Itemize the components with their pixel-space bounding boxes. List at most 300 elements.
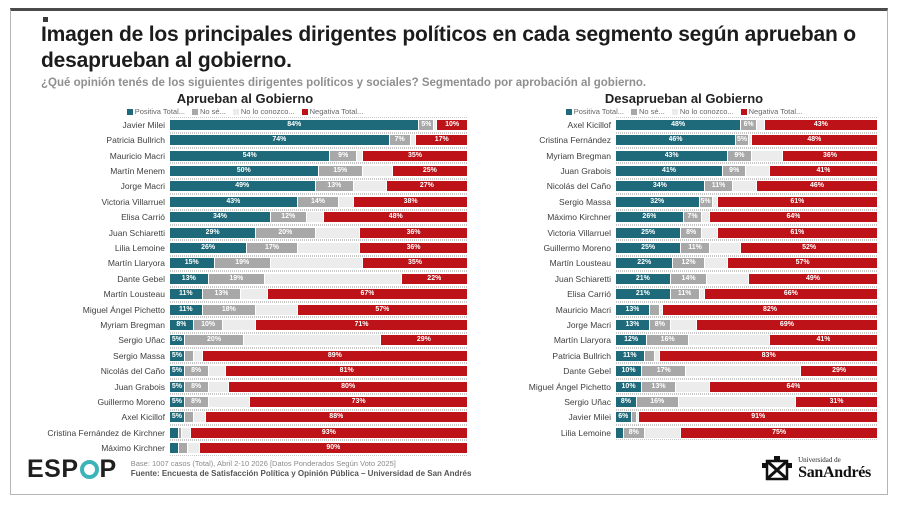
bar-segment-positive — [170, 335, 185, 345]
bar-track — [616, 148, 877, 163]
bar-segment-no-conozco — [265, 274, 402, 284]
bar-value-label: 38% — [403, 197, 418, 205]
bar-value-label: 5% — [171, 367, 182, 375]
bar-segment-no-se — [185, 382, 209, 392]
bar-value-label: 19% — [235, 259, 250, 267]
bar-track — [616, 133, 877, 148]
bar-segment-positive — [170, 197, 298, 207]
bar-segment-positive — [616, 151, 728, 161]
bar-track — [170, 194, 467, 209]
bar-segment-negative — [718, 228, 877, 238]
bar-value-label: 16% — [650, 397, 665, 405]
legend-swatch-icon — [302, 109, 308, 115]
bar-value-label: 11% — [711, 182, 726, 190]
bar-value-label: 91% — [751, 413, 766, 421]
bar-segment-no-se — [215, 258, 271, 268]
bar-value-label: 48% — [807, 136, 822, 144]
politician-label: Máximo Kirchner — [547, 212, 611, 223]
politician-label: Axel Kicillof — [567, 119, 611, 130]
bar-segment-no-se — [419, 120, 434, 130]
bar-segment-negative — [360, 228, 467, 238]
bar-segment-negative — [783, 151, 877, 161]
politician-label: Sergio Uñac — [564, 396, 611, 407]
politician-label: Mauricio Macri — [109, 150, 165, 161]
bar-segment-positive — [170, 212, 271, 222]
bar-segment-positive — [170, 120, 419, 130]
bar-value-label: 5% — [171, 351, 182, 359]
bar-value-label: 20% — [207, 336, 222, 344]
politician-label: Sergio Massa — [559, 196, 611, 207]
bar-value-label: 8% — [620, 397, 631, 405]
bar-segment-negative — [770, 166, 877, 176]
politician-label: Patricia Bullrich — [106, 135, 165, 146]
bar-value-label: 22% — [427, 274, 442, 282]
bar-value-label: 22% — [637, 259, 652, 267]
politician-label: Martín Lousteau — [549, 258, 611, 269]
bar-row — [491, 194, 877, 209]
bar-segment-positive — [616, 397, 637, 407]
bar-track — [616, 333, 877, 348]
politician-label: Dante Gebel — [563, 366, 611, 377]
bar-segment-no-conozco — [194, 412, 206, 422]
bar-value-label: 36% — [406, 244, 421, 252]
bar-row — [491, 256, 877, 271]
politician-label: Martín Llaryora — [107, 258, 165, 269]
bar-track — [170, 394, 467, 409]
bar-segment-no-se — [247, 243, 297, 253]
bar-value-label: 14% — [681, 274, 696, 282]
bar-value-label: 29% — [832, 367, 847, 375]
bar-value-label: 5% — [171, 413, 182, 421]
legend-item — [127, 107, 185, 116]
bar-row — [491, 410, 877, 425]
bar-value-label: 71% — [354, 320, 369, 328]
bar-row — [23, 363, 467, 378]
bar-value-label: 34% — [652, 182, 667, 190]
bar-segment-no-conozco — [689, 335, 770, 345]
bar-value-label: 73% — [351, 397, 366, 405]
bar-value-label: 8% — [686, 228, 697, 236]
bar-value-label: 17% — [264, 244, 279, 252]
politician-label: Nicolás del Caño — [100, 366, 165, 377]
bar-value-label: 29% — [416, 336, 431, 344]
bar-segment-no-conozco — [671, 320, 697, 330]
politician-label: Jorge Macri — [120, 181, 165, 192]
bar-segment-no-se — [256, 228, 315, 238]
bar-value-label: 10% — [621, 382, 636, 390]
bar-row — [23, 425, 467, 440]
bar-segment-positive — [616, 120, 741, 130]
bar-value-label: 54% — [242, 151, 257, 159]
bar-track — [616, 379, 877, 394]
bar-value-label: 5% — [421, 120, 432, 128]
approve-chart-legend — [23, 107, 467, 116]
bar-value-label: 81% — [339, 367, 354, 375]
bar-segment-no-se — [741, 120, 757, 130]
bar-segment-no-conozco — [757, 120, 765, 130]
bar-segment-positive — [616, 305, 650, 315]
bar-segment-no-se — [705, 181, 734, 191]
bar-segment-no-se — [203, 305, 256, 315]
politician-label: Victoria Villarruel — [101, 196, 165, 207]
bar-segment-positive — [170, 382, 185, 392]
bar-row — [491, 271, 877, 286]
bar-segment-negative — [229, 382, 467, 392]
bar-segment-no-se — [185, 366, 209, 376]
bar-row — [23, 256, 467, 271]
bar-value-label: 9% — [734, 151, 745, 159]
bar-value-label: 36% — [822, 151, 837, 159]
bar-value-label: 41% — [816, 167, 831, 175]
bar-track — [170, 256, 467, 271]
bar-value-label: 89% — [327, 351, 342, 359]
bar-value-label: 66% — [783, 290, 798, 298]
legend-label: Positiva Total... — [134, 107, 186, 117]
bar-value-label: 61% — [790, 197, 805, 205]
legend-item — [741, 107, 803, 116]
bar-segment-no-conozco — [209, 366, 227, 376]
bar-value-label: 16% — [660, 336, 675, 344]
bar-segment-negative — [681, 428, 877, 438]
bar-value-label: 12% — [281, 213, 296, 221]
bar-row — [23, 240, 467, 255]
bar-segment-no-se — [684, 212, 702, 222]
bar-track — [616, 256, 877, 271]
politician-label: Myriam Bregman — [100, 319, 165, 330]
bar-segment-no-se — [647, 335, 689, 345]
bar-segment-no-se — [271, 212, 307, 222]
bar-value-label: 11% — [677, 290, 692, 298]
legend-swatch-icon — [631, 109, 637, 115]
bar-track — [616, 287, 877, 302]
legend-swatch-icon — [566, 109, 572, 115]
bar-segment-no-conozco — [710, 243, 741, 253]
bar-value-label: 21% — [635, 274, 650, 282]
bar-value-label: 49% — [806, 274, 821, 282]
bar-segment-no-conozco — [679, 397, 796, 407]
bar-segment-no-conozco — [686, 366, 801, 376]
bar-value-label: 8% — [176, 320, 187, 328]
bar-segment-negative — [354, 197, 467, 207]
politician-label: Sergio Massa — [113, 350, 165, 361]
bar-segment-positive — [170, 258, 215, 268]
bar-value-label: 64% — [786, 382, 801, 390]
bar-value-label: 46% — [809, 182, 824, 190]
bar-value-label: 48% — [388, 213, 403, 221]
bar-segment-no-se — [185, 335, 244, 345]
legend-item — [233, 107, 295, 116]
bar-segment-negative — [663, 305, 877, 315]
source-note: Fuente: Encuesta de Satisfacción Política y Opinión Pública – Universidad de San Andrés — [130, 468, 472, 478]
bar-track — [616, 117, 877, 132]
bar-segment-no-se — [185, 397, 209, 407]
bar-segment-positive — [170, 135, 390, 145]
bar-value-label: 25% — [641, 228, 656, 236]
disapprove-chart-rows — [491, 117, 877, 440]
bar-segment-positive — [170, 305, 203, 315]
bar-segment-no-conozco — [752, 151, 783, 161]
bar-segment-no-se — [723, 166, 746, 176]
bar-value-label: 90% — [326, 444, 341, 452]
bar-segment-positive — [616, 289, 671, 299]
bar-value-label: 74% — [272, 136, 287, 144]
bar-segment-positive — [170, 351, 185, 361]
bar-value-label: 6% — [743, 120, 754, 128]
bar-row — [23, 225, 467, 240]
bar-track — [170, 225, 467, 240]
bar-value-label: 93% — [321, 428, 336, 436]
bar-value-label: 43% — [664, 151, 679, 159]
bar-segment-negative — [697, 320, 877, 330]
bar-segment-no-se — [316, 181, 355, 191]
politician-label: Guillermo Moreno — [543, 243, 611, 254]
bar-value-label: 18% — [221, 305, 236, 313]
bar-track — [170, 410, 467, 425]
bar-track — [616, 179, 877, 194]
bar-row — [23, 179, 467, 194]
bar-segment-negative — [206, 412, 467, 422]
bar-value-label: 75% — [772, 428, 787, 436]
bar-segment-no-conozco — [702, 228, 718, 238]
bar-row — [23, 133, 467, 148]
bar-row — [23, 210, 467, 225]
bar-value-label: 10% — [445, 120, 460, 128]
bar-value-label: 13% — [651, 382, 666, 390]
bar-segment-positive — [170, 412, 185, 422]
bar-segment-no-conozco — [223, 320, 256, 330]
bar-track — [170, 179, 467, 194]
disapprove-chart-legend — [491, 107, 877, 116]
bar-track — [616, 410, 877, 425]
bar-value-label: 8% — [654, 320, 665, 328]
bar-segment-no-conozco — [307, 212, 325, 222]
bar-value-label: 17% — [434, 136, 449, 144]
bar-segment-negative — [710, 382, 877, 392]
bar-value-label: 80% — [341, 382, 356, 390]
bar-track — [170, 271, 467, 286]
bar-track — [170, 348, 467, 363]
bar-segment-positive — [170, 166, 319, 176]
bar-segment-positive — [170, 397, 185, 407]
politician-label: Javier Milei — [122, 119, 165, 130]
politician-label: Nicolás del Caño — [546, 181, 611, 192]
legend-label: No sé... — [639, 107, 665, 117]
legend-swatch-icon — [672, 109, 678, 115]
bar-segment-positive — [616, 197, 700, 207]
bar-value-label: 5% — [171, 397, 182, 405]
bar-track — [170, 133, 467, 148]
bar-value-label: 10% — [201, 320, 216, 328]
legend-swatch-icon — [192, 109, 198, 115]
bar-value-label: 13% — [214, 290, 229, 298]
bar-track — [170, 210, 467, 225]
bar-segment-positive — [170, 320, 194, 330]
bar-track — [616, 225, 877, 240]
bar-row — [23, 163, 467, 178]
bar-row — [23, 194, 467, 209]
bar-segment-no-conozco — [354, 181, 387, 191]
bar-segment-positive — [616, 428, 624, 438]
bar-row — [23, 271, 467, 286]
bar-value-label: 20% — [278, 228, 293, 236]
bar-segment-positive — [616, 335, 647, 345]
disapprove-chart-title: Desaprueban al Gobierno — [604, 91, 764, 107]
bar-value-label: 82% — [762, 305, 777, 313]
bar-segment-no-se — [645, 351, 655, 361]
bar-segment-positive — [170, 151, 330, 161]
bar-row — [491, 240, 877, 255]
legend-item — [672, 107, 734, 116]
bar-segment-no-conozco — [194, 351, 203, 361]
bar-value-label: 57% — [375, 305, 390, 313]
bar-row — [23, 379, 467, 394]
bar-segment-negative — [728, 258, 877, 268]
bar-row — [23, 410, 467, 425]
bar-value-label: 25% — [641, 244, 656, 252]
bar-row — [23, 333, 467, 348]
bar-track — [616, 317, 877, 332]
bar-segment-no-se — [650, 305, 660, 315]
bar-value-label: 5% — [171, 382, 182, 390]
bar-track — [616, 210, 877, 225]
bar-segment-no-conozco — [363, 166, 393, 176]
bar-segment-negative — [749, 274, 877, 284]
bar-track — [616, 363, 877, 378]
bar-segment-no-conozco — [209, 397, 251, 407]
politician-label: Lilia Lemoine — [114, 243, 165, 254]
bar-track — [170, 117, 467, 132]
approve-chart-rows — [23, 117, 467, 456]
university-logo — [761, 453, 871, 485]
bar-row — [491, 363, 877, 378]
bar-segment-no-conozco — [316, 228, 361, 238]
bar-segment-negative — [710, 212, 877, 222]
legend-swatch-icon — [233, 109, 239, 115]
bar-value-label: 41% — [816, 336, 831, 344]
politician-label: Mauricio Macri — [555, 304, 611, 315]
legend-label: Negativa Total... — [309, 107, 364, 117]
bar-segment-negative — [381, 335, 467, 345]
bar-segment-no-conozco — [256, 305, 298, 315]
bar-segment-no-conozco — [705, 258, 728, 268]
bar-track — [616, 394, 877, 409]
bar-segment-negative — [226, 366, 467, 376]
bar-segment-negative — [752, 135, 877, 145]
bar-segment-no-se — [298, 197, 340, 207]
bar-segment-no-conozco — [702, 212, 710, 222]
bar-value-label: 12% — [624, 336, 639, 344]
bar-segment-positive — [616, 243, 681, 253]
bar-row — [491, 210, 877, 225]
bar-value-label: 50% — [236, 167, 251, 175]
bar-segment-no-se — [209, 274, 265, 284]
bar-row — [23, 348, 467, 363]
bar-track — [616, 348, 877, 363]
bar-row — [23, 317, 467, 332]
bar-track — [170, 379, 467, 394]
politician-label: Sergio Uñac — [118, 335, 165, 346]
bar-segment-negative — [363, 258, 467, 268]
bar-value-label: 8% — [191, 397, 202, 405]
legend-item — [192, 107, 226, 116]
politician-label: Lilia Lemoine — [560, 427, 611, 438]
university-name-small: Universidad de — [798, 456, 841, 464]
bar-segment-no-se — [194, 320, 224, 330]
bar-segment-negative — [705, 289, 877, 299]
bar-row — [491, 163, 877, 178]
bar-segment-positive — [616, 228, 681, 238]
disapprove-chart — [491, 91, 877, 456]
bar-value-label: 88% — [329, 413, 344, 421]
bar-segment-no-se — [637, 397, 679, 407]
bar-row — [491, 179, 877, 194]
legend-item — [566, 107, 624, 116]
bar-segment-negative — [770, 335, 877, 345]
bar-segment-no-se — [203, 289, 242, 299]
bar-segment-no-se — [681, 243, 710, 253]
bar-track — [616, 425, 877, 440]
bar-value-label: 46% — [668, 136, 683, 144]
bar-segment-positive — [616, 181, 705, 191]
corner-mark — [43, 17, 48, 22]
bar-value-label: 83% — [761, 351, 776, 359]
bar-value-label: 11% — [623, 351, 637, 359]
bar-segment-negative — [402, 274, 467, 284]
bar-row — [491, 133, 877, 148]
bar-segment-no-conozco — [746, 166, 769, 176]
bar-segment-no-se — [728, 151, 751, 161]
bar-track — [170, 425, 467, 440]
bar-segment-no-se — [624, 428, 645, 438]
legend-label: Positiva Total... — [573, 107, 625, 117]
bar-value-label: 26% — [642, 213, 657, 221]
bar-value-label: 43% — [226, 197, 241, 205]
bar-segment-positive — [616, 274, 671, 284]
bar-segment-negative — [324, 212, 467, 222]
bar-row — [491, 333, 877, 348]
bar-value-label: 6% — [618, 413, 629, 421]
legend-label: No sé... — [200, 107, 226, 117]
politician-label: Elisa Carrió — [121, 212, 165, 223]
bar-segment-no-se — [736, 135, 749, 145]
bar-row — [491, 225, 877, 240]
bar-value-label: 61% — [790, 228, 805, 236]
bar-value-label: 52% — [802, 244, 817, 252]
bar-segment-negative — [437, 120, 467, 130]
bar-segment-negative — [191, 428, 467, 438]
bar-segment-no-se — [681, 228, 702, 238]
bar-value-label: 29% — [205, 228, 220, 236]
bar-segment-no-se — [330, 151, 357, 161]
bar-segment-no-se — [673, 258, 704, 268]
bar-track — [170, 287, 467, 302]
bar-segment-positive — [616, 382, 642, 392]
bar-segment-negative — [387, 181, 467, 191]
charts-container — [11, 89, 887, 456]
bar-segment-negative — [796, 397, 877, 407]
bar-value-label: 8% — [628, 428, 639, 436]
legend-item — [631, 107, 665, 116]
legend-label: Negativa Total... — [748, 107, 803, 117]
bar-value-label: 8% — [191, 382, 202, 390]
politician-label: Guillermo Moreno — [97, 396, 165, 407]
politician-label: Javier Milei — [568, 412, 611, 423]
bar-value-label: 12% — [681, 259, 696, 267]
espop-logo: ESP P — [27, 454, 117, 483]
bar-value-label: 11% — [179, 305, 193, 313]
page-subtitle: ¿Qué opinión tenés de los siguientes dirigentes políticos y sociales? Segmentado por aprobación al gobierno. — [41, 77, 647, 90]
bar-value-label: 34% — [212, 213, 227, 221]
